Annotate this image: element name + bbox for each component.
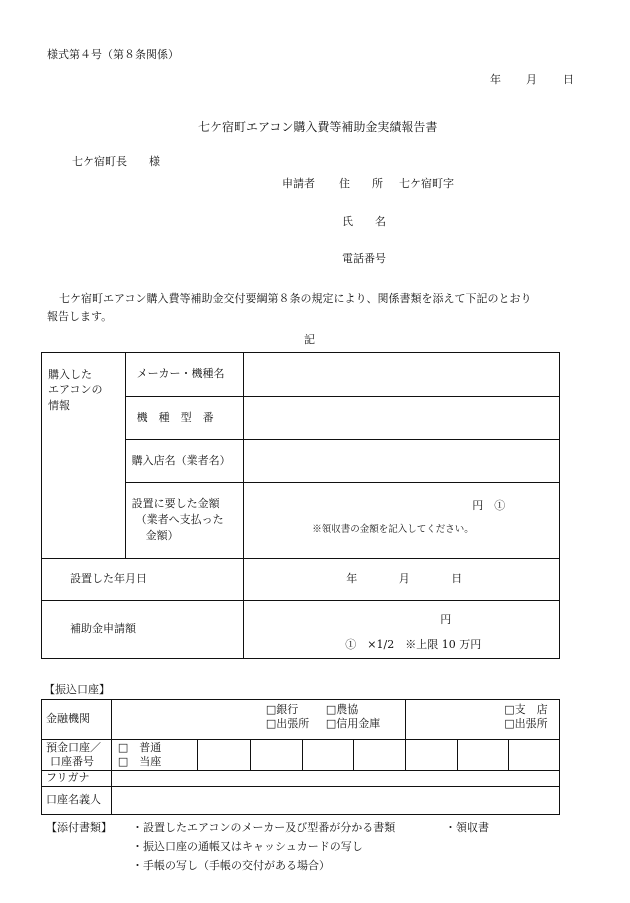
address-value: 七ケ宿町字 [399,177,454,190]
date-month: 月 [526,73,537,86]
cost-label-line: 設置に要した金額 [131,497,220,510]
install-date-label: 設置した年月日 [42,559,244,601]
install-month: 月 [398,572,410,586]
body-text-line-1: 七ケ宿町エアコン購入費等補助金交付要綱第８条の規定により、関係書類を添えて下記のとおり [59,292,532,305]
holder-label: 口座名義人 [42,787,112,815]
account-type-option[interactable]: □ 当座 [117,755,162,768]
bank-option[interactable]: □信用金庫 [325,717,381,731]
institution-type-col2 [326,703,380,732]
group-label-line: 購入した [48,368,92,381]
attachment-item: ・設置したエアコンのメーカー及び型番が分かる書類 [132,821,396,834]
bank-option[interactable]: □農協 [325,703,359,716]
account-type-option[interactable]: □ 普通 [117,741,162,755]
furigana-field[interactable] [111,771,559,787]
furigana-label: フリガナ [42,771,112,787]
address-label: 住 所 [339,177,383,190]
maker-field[interactable] [244,353,560,397]
bank-table [41,699,560,815]
bank-option[interactable]: □銀行 [265,703,299,716]
institution-field[interactable] [111,700,405,740]
account-type-cell [111,740,197,771]
attachments-label: 【添付書類】 [46,821,112,834]
cost-field[interactable] [244,483,560,559]
bank-option[interactable]: □出張所 [265,717,310,731]
applicant-label: 申請者 [282,177,315,190]
attachment-item: ・領収書 [445,821,489,834]
group-label-cell [42,353,126,559]
store-field[interactable] [244,440,560,483]
branch-field[interactable] [406,700,560,740]
subsidy-formula: ① ×1/2 ※上限 10 万円 [345,637,482,651]
store-label: 購入店名（業者名） [125,440,244,483]
account-digit[interactable] [458,740,509,771]
ki-label: 記 [304,333,315,346]
addressee: 七ケ宿町長 様 [72,155,160,168]
model-field[interactable] [244,397,560,440]
cost-note: ※領収書の金額を記入してください。 [312,523,474,535]
institution-type-col1 [266,703,309,732]
account-label-line: 口座番号 [50,755,94,768]
subsidy-yen: 円 [440,613,452,626]
attachment-item: ・手帳の写し（手帳の交付がある場合） [132,859,330,872]
account-digit[interactable] [302,740,354,771]
account-digit[interactable] [197,740,250,771]
cost-label-line: 金額） [145,528,179,542]
group-label-line: エアコンの [48,383,103,397]
account-label-line: 預金口座／ [46,741,101,755]
install-year: 年 [346,572,358,586]
account-digit[interactable] [250,740,302,771]
branch-type [504,703,547,732]
main-table [41,352,560,659]
group-label-line: 情報 [48,398,70,412]
branch-option[interactable]: □出張所 [504,717,548,731]
model-label: 機 種 型 番 [125,397,244,440]
branch-option[interactable]: □支 店 [504,703,548,716]
institution-label: 金融機関 [42,700,112,740]
body-text-line-2: 報告します。 [47,310,113,323]
cost-yen: 円 ① [472,499,506,512]
date-day: 日 [563,73,574,86]
cost-label-cell [125,483,244,559]
bank-section-label: 【振込口座】 [44,683,110,696]
page-title: 七ケ宿町エアコン購入費等補助金実績報告書 [198,120,438,134]
account-label [42,740,112,771]
account-digit[interactable] [406,740,458,771]
subsidy-label: 補助金申請額 [42,601,244,659]
account-digit[interactable] [354,740,406,771]
holder-field[interactable] [111,787,559,815]
name-label: 氏 名 [342,215,386,228]
install-date-field[interactable] [244,559,560,601]
attachment-item: ・振込口座の通帳又はキャッシュカードの写し [132,840,363,853]
maker-label: メーカー・機種名 [125,353,244,397]
cost-label-line: （業者へ支払った [135,512,224,526]
account-digit[interactable] [509,740,560,771]
date-year: 年 [490,73,501,86]
phone-label: 電話番号 [342,252,386,265]
form-number: 様式第４号（第８条関係） [47,48,179,61]
subsidy-field[interactable] [244,601,560,659]
install-day: 日 [451,572,463,586]
